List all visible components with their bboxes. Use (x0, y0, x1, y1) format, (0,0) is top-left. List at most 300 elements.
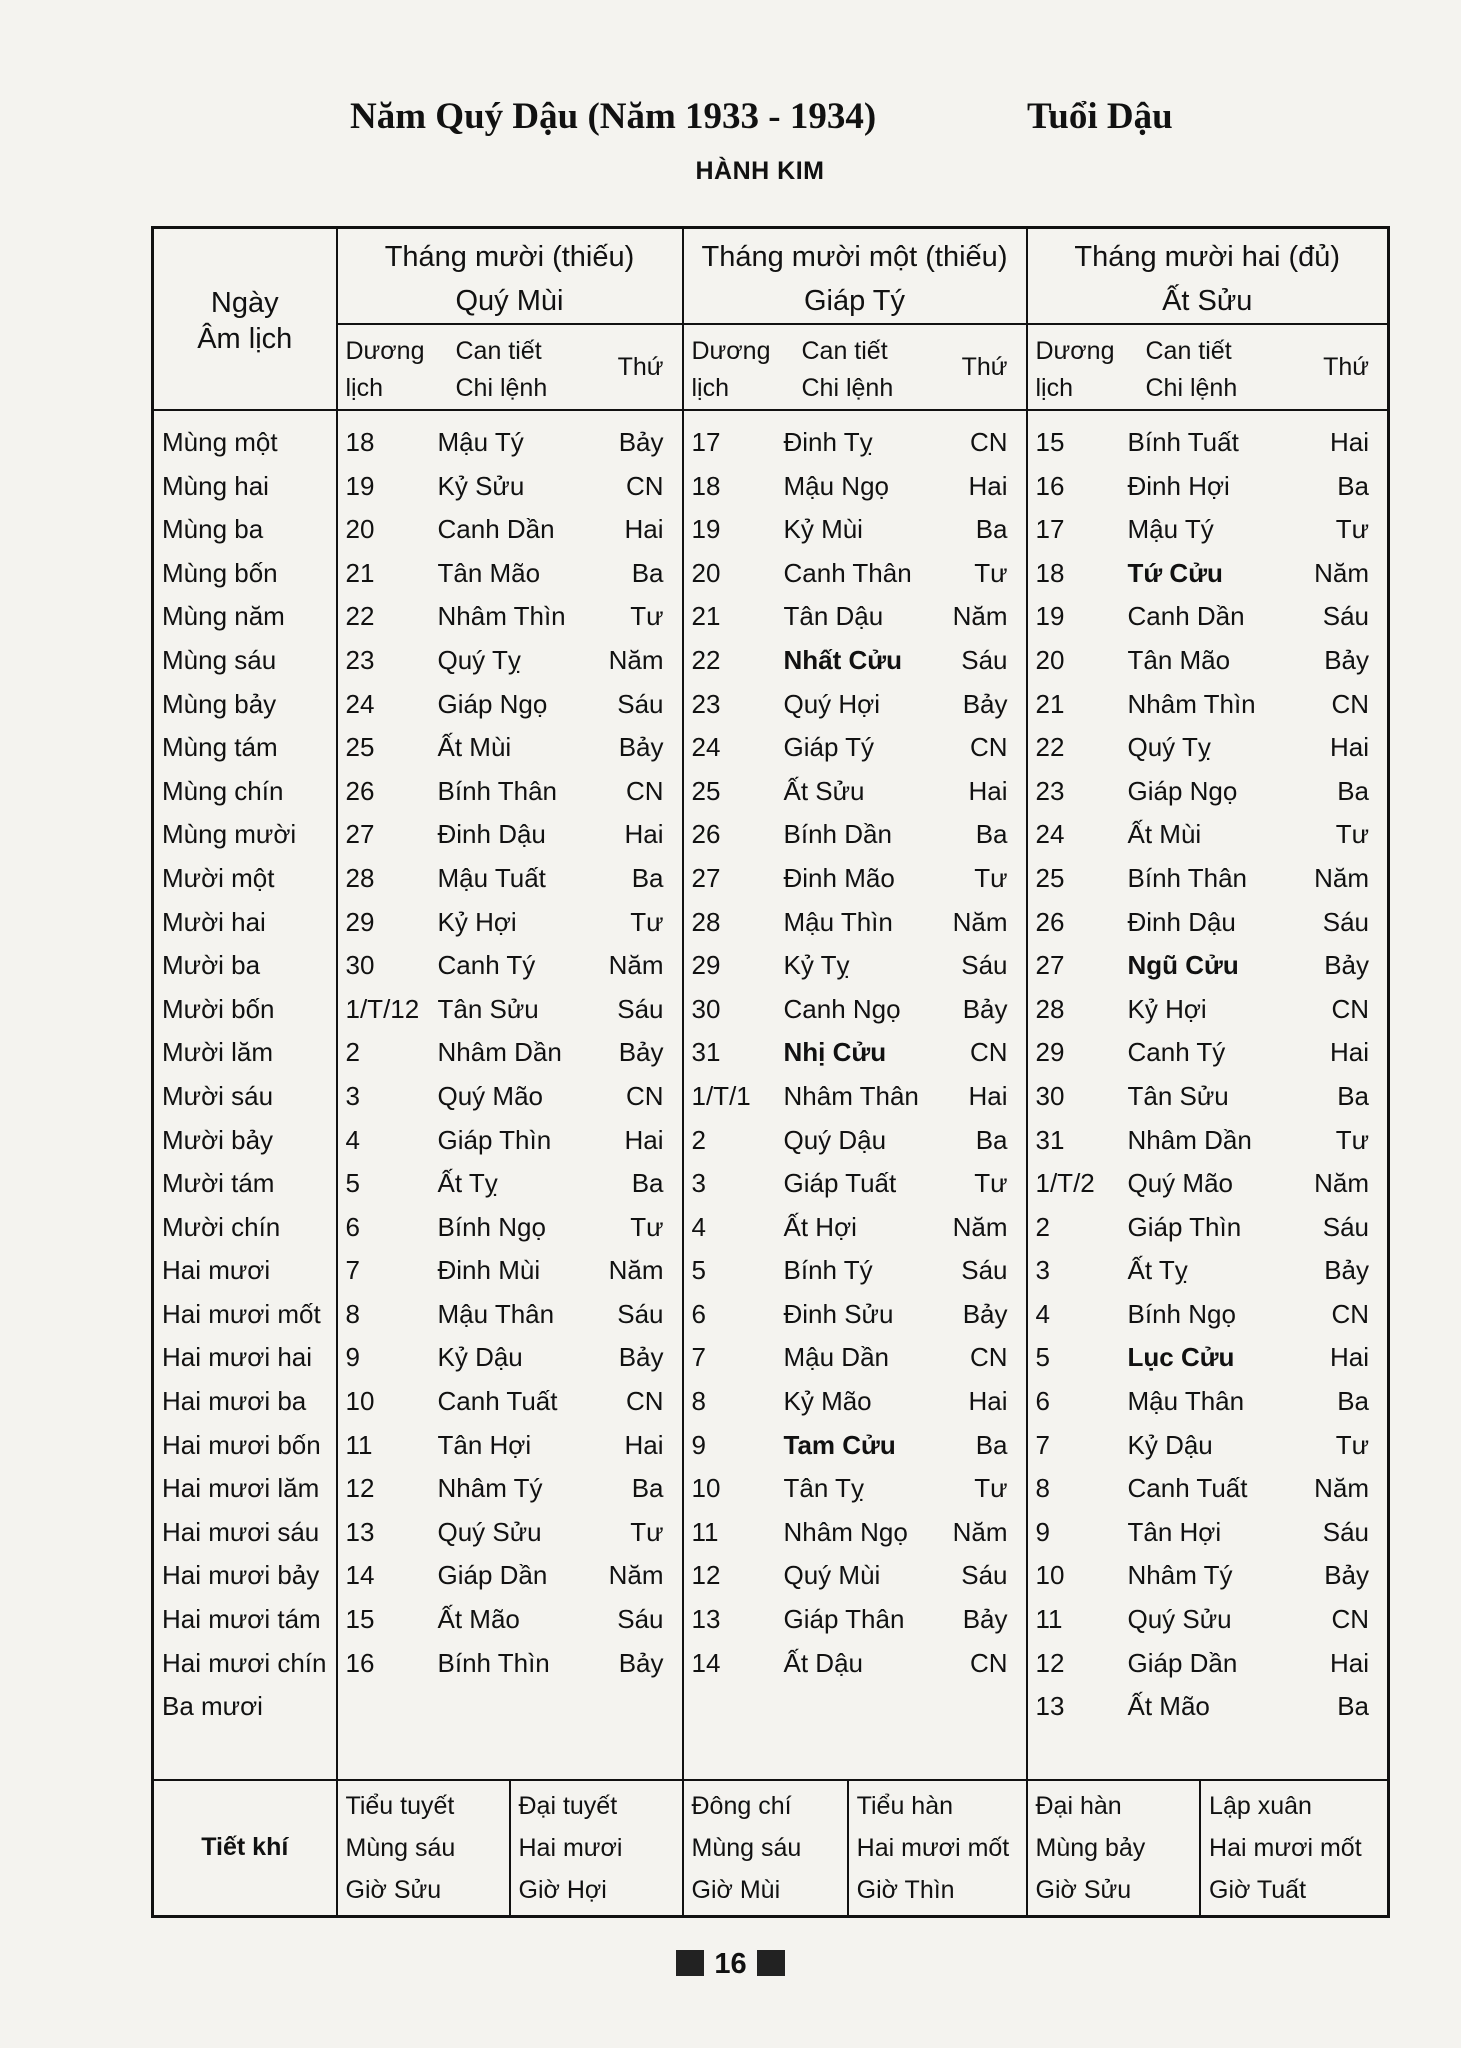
table-row (684, 465, 1026, 509)
solar-date: 28 (345, 862, 375, 893)
weekday: Sáu (617, 1604, 664, 1635)
table-row (338, 1075, 682, 1119)
table-row (338, 770, 682, 814)
weekday: Ba (975, 1429, 1008, 1460)
solar-date: 10 (345, 1386, 375, 1417)
weekday: CN (625, 1386, 664, 1417)
table-row (338, 1380, 682, 1424)
table-row (1028, 508, 1388, 552)
month-name: Tháng mười hai (đủ) (1074, 241, 1341, 273)
canchi-value: Tân Mão (1127, 644, 1231, 675)
canchi-value: Tân Dậu (783, 601, 884, 632)
weekday: Sáu (617, 688, 664, 719)
solar-term-day: Hai mươi mốt (1209, 1833, 1362, 1862)
month-canchi: Giáp Tý (803, 285, 905, 317)
canchi-header-line1: Can tiết (801, 337, 888, 365)
month-column (683, 410, 1027, 1780)
solar-term-group (683, 1780, 1027, 1917)
table-row (338, 1336, 682, 1380)
solar-term-cell (1200, 1781, 1387, 1915)
weekday: Sáu (961, 1255, 1008, 1286)
solar-date-header-line2: lịch (691, 374, 730, 402)
table-row (1028, 595, 1388, 639)
weekday: Năm (1314, 1473, 1369, 1504)
table-row (338, 1511, 682, 1555)
table-row (338, 901, 682, 945)
weekday: Bảy (1324, 950, 1369, 981)
solar-date: 22 (691, 644, 721, 675)
table-row (684, 1031, 1026, 1075)
table-row (684, 1206, 1026, 1250)
solar-date: 9 (691, 1429, 706, 1460)
table-row (1028, 944, 1388, 988)
lunar-day-label: Mười bảy (162, 1124, 274, 1155)
weekday: Sáu (1322, 1516, 1369, 1547)
solar-date: 3 (691, 1168, 706, 1199)
table-row (338, 421, 682, 465)
month-canchi: Ất Sửu (1162, 285, 1253, 317)
table-row (338, 726, 682, 770)
table-row (338, 857, 682, 901)
lunar-day-header-line2: Âm lịch (197, 323, 293, 355)
subheader (683, 324, 1027, 410)
solar-date: 10 (1035, 1560, 1065, 1591)
table-row (338, 1554, 682, 1598)
table-row (684, 683, 1026, 727)
solar-date: 17 (691, 427, 721, 457)
weekday: Hai (1329, 427, 1369, 457)
canchi-value: Tân Hợi (1127, 1516, 1222, 1547)
weekday: Sáu (1322, 906, 1369, 937)
solar-date: 2 (691, 1124, 706, 1155)
solar-date: 1/T/2 (1035, 1168, 1095, 1199)
month-header (337, 228, 683, 325)
canchi-value: Canh Tý (1127, 1037, 1226, 1068)
canchi-header-line2: Chi lệnh (455, 374, 548, 402)
table-row (684, 726, 1026, 770)
weekday: Tư (1335, 1429, 1369, 1460)
canchi-value: Đinh Hợi (1127, 470, 1230, 501)
solar-date: 2 (1035, 1211, 1050, 1242)
solar-date: 24 (1035, 819, 1065, 850)
table-row (684, 857, 1026, 901)
canchi-value: Kỷ Hợi (1127, 993, 1207, 1024)
solar-term-group (337, 1780, 683, 1917)
solar-date: 16 (345, 1647, 375, 1678)
canchi-value: Mậu Ngọ (783, 470, 889, 501)
table-row (684, 421, 1026, 465)
table-row (684, 1075, 1026, 1119)
table-row (684, 901, 1026, 945)
lunar-day-label: Mùng bốn (162, 557, 278, 588)
element-subtitle: HÀNH KIM (695, 157, 825, 185)
table-row (1028, 1249, 1388, 1293)
lunar-day-header (153, 228, 337, 411)
solar-date: 21 (1035, 688, 1065, 719)
solar-term-label: Tiết khí (153, 1780, 337, 1917)
subheader (1027, 324, 1389, 410)
lunar-day-label: Hai mươi mốt (162, 1298, 321, 1329)
canchi-value: Nhâm Thìn (437, 601, 566, 632)
table-row (1028, 1336, 1388, 1380)
page-number-text: 16 (714, 1948, 747, 1980)
canchi-value: Kỷ Mùi (783, 514, 863, 545)
table-row (338, 1424, 682, 1468)
table-row (684, 552, 1026, 596)
lunar-day-label: Mùng mười (162, 819, 297, 850)
canchi-value: Canh Tuất (1127, 1473, 1248, 1504)
lunar-day-label: Mười bốn (162, 993, 275, 1024)
solar-date: 9 (345, 1342, 360, 1373)
canchi-value: Canh Ngọ (783, 993, 901, 1024)
solar-term-day: Mùng bảy (1035, 1833, 1146, 1862)
weekday: Hai (968, 1386, 1008, 1417)
canchi-value: Bính Thân (437, 775, 558, 806)
zodiac-title: Tuổi Dậu (1027, 96, 1173, 137)
solar-date: 11 (345, 1429, 373, 1460)
table-row (1028, 988, 1388, 1032)
subheader (337, 324, 683, 410)
table-row (1028, 1598, 1388, 1642)
weekday: Hai (968, 775, 1008, 806)
lunar-day-label: Mười lăm (162, 1037, 274, 1068)
weekday: Hai (1329, 732, 1369, 763)
solar-date: 27 (1035, 950, 1065, 981)
canchi-value: Canh Dần (1127, 601, 1245, 632)
solar-date: 5 (691, 1255, 706, 1286)
weekday: Năm (952, 906, 1008, 937)
solar-term-hour: Giờ Sửu (345, 1875, 442, 1904)
solar-date: 7 (1035, 1429, 1050, 1460)
table-row (338, 1206, 682, 1250)
lunar-day-label: Hai mươi bốn (162, 1429, 321, 1460)
lunar-day-label: Mười một (162, 862, 275, 893)
solar-date: 20 (345, 514, 375, 545)
weekday: Hai (968, 1080, 1008, 1111)
solar-date: 10 (691, 1473, 721, 1504)
lunar-day-label: Mùng hai (162, 470, 269, 501)
canchi-value: Nhâm Thân (783, 1080, 919, 1111)
lunar-day-label: Hai mươi ba (162, 1386, 307, 1417)
solar-term-day: Hai mươi (518, 1833, 623, 1862)
table-row (1028, 465, 1388, 509)
solar-date: 15 (345, 1604, 375, 1635)
solar-term-cell (1028, 1781, 1201, 1915)
solar-date: 26 (1035, 906, 1065, 937)
table-row (338, 639, 682, 683)
weekday: Ba (631, 1473, 664, 1504)
canchi-value: Quý Mùi (783, 1560, 881, 1591)
canchi-value: Tứ Cửu (1127, 557, 1223, 588)
table-row (1028, 1424, 1388, 1468)
table-row (1028, 1075, 1388, 1119)
canchi-value: Tân Mão (437, 557, 541, 588)
canchi-value: Bính Tý (783, 1255, 873, 1286)
lunar-day-label: Mùng tám (162, 732, 278, 763)
table-row (684, 1293, 1026, 1337)
lunar-day-label: Hai mươi sáu (162, 1516, 320, 1547)
table-row (1028, 1380, 1388, 1424)
weekday: Năm (608, 950, 664, 981)
weekday: Năm (952, 601, 1008, 632)
weekday: CN (969, 732, 1008, 763)
weekday: CN (969, 1037, 1008, 1068)
weekday: Sáu (617, 1298, 664, 1329)
lunar-day-label: Mùng năm (162, 601, 285, 632)
table-row (684, 988, 1026, 1032)
table-row (338, 1031, 682, 1075)
table-row (684, 1554, 1026, 1598)
solar-date: 22 (1035, 732, 1065, 763)
solar-date: 30 (691, 993, 721, 1024)
canchi-value: Nhâm Thìn (1127, 688, 1256, 719)
weekday: Bảy (618, 427, 664, 457)
canchi-value: Quý Dậu (783, 1124, 887, 1155)
table-row (1028, 857, 1388, 901)
solar-date: 8 (1035, 1473, 1050, 1504)
canchi-value: Bính Thân (1127, 862, 1248, 893)
canchi-value: Tân Sửu (1127, 1080, 1229, 1111)
canchi-value: Quý Tỵ (437, 644, 521, 675)
table-row (338, 944, 682, 988)
table-row (338, 1162, 682, 1206)
weekday: Ba (975, 819, 1008, 850)
table-row (1028, 770, 1388, 814)
solar-date: 31 (1035, 1124, 1065, 1155)
canchi-value: Ất Mão (437, 1604, 520, 1635)
table-row (338, 1119, 682, 1163)
table-row (338, 1642, 682, 1686)
weekday: Ba (631, 557, 664, 588)
canchi-value: Nhâm Tý (1127, 1560, 1233, 1591)
page-number (0, 1948, 1461, 1981)
solar-date: 17 (1035, 514, 1065, 545)
solar-date: 13 (691, 1604, 721, 1635)
solar-date: 4 (345, 1124, 360, 1155)
canchi-value: Đinh Dậu (1127, 906, 1236, 937)
canchi-value: Giáp Dần (437, 1560, 548, 1591)
solar-date: 21 (691, 601, 721, 632)
solar-date: 30 (345, 950, 375, 981)
solar-date: 26 (691, 819, 721, 850)
solar-date: 6 (1035, 1386, 1050, 1417)
canchi-value: Mậu Thân (437, 1298, 555, 1329)
canchi-value: Bính Ngọ (437, 1211, 546, 1242)
solar-date: 25 (345, 732, 375, 763)
weekday: Ba (1337, 1691, 1369, 1722)
canchi-value: Nhâm Tý (437, 1473, 543, 1504)
canchi-value: Ất Mùi (437, 732, 512, 763)
weekday: Sáu (1322, 1211, 1369, 1242)
solar-date: 29 (1035, 1037, 1065, 1068)
canchi-value: Canh Tý (437, 950, 536, 981)
solar-date: 6 (691, 1298, 706, 1329)
solar-date: 20 (1035, 644, 1065, 675)
canchi-value: Mậu Thân (1127, 1386, 1245, 1417)
table-row (338, 1467, 682, 1511)
solar-term-cell (338, 1781, 510, 1915)
lunar-day-label: Mùng ba (162, 514, 264, 545)
solar-date: 27 (345, 819, 375, 850)
canchi-value: Kỷ Mão (783, 1386, 872, 1417)
table-row (338, 1249, 682, 1293)
table-row (1028, 726, 1388, 770)
solar-date: 28 (1035, 993, 1065, 1024)
solar-date-header-line2: lịch (345, 374, 384, 402)
weekday: Hai (624, 1429, 664, 1460)
table-row (684, 1642, 1026, 1686)
solar-date: 15 (1035, 427, 1065, 457)
solar-date: 25 (691, 775, 721, 806)
solar-date: 4 (691, 1211, 706, 1242)
solar-date: 16 (1035, 470, 1065, 501)
weekday: Hai (1329, 1342, 1369, 1373)
solar-date: 14 (345, 1560, 375, 1591)
lunar-day-label: Mùng một (162, 427, 278, 457)
solar-date: 19 (345, 470, 375, 501)
solar-term-hour: Giờ Sửu (1035, 1875, 1132, 1904)
solar-term-name: Đông chí (691, 1791, 792, 1820)
weekday: CN (969, 1647, 1008, 1678)
solar-term-cell (684, 1781, 848, 1915)
weekday: Tư (974, 1168, 1008, 1199)
table-row (684, 770, 1026, 814)
canchi-value: Giáp Ngọ (1127, 775, 1238, 806)
table-row (684, 639, 1026, 683)
table-row (338, 1598, 682, 1642)
canchi-value: Mậu Tý (437, 427, 524, 457)
canchi-value: Đinh Dậu (437, 819, 546, 850)
solar-date: 1/T/12 (345, 993, 420, 1024)
month-header (683, 228, 1027, 325)
solar-date: 25 (1035, 862, 1065, 893)
weekday: CN (625, 470, 664, 501)
canchi-value: Giáp Tý (783, 732, 875, 763)
page-header (0, 95, 1461, 145)
table-row (1028, 813, 1388, 857)
table-row (684, 1249, 1026, 1293)
table-row (1028, 1685, 1388, 1729)
solar-date: 24 (691, 732, 721, 763)
solar-date: 30 (1035, 1080, 1065, 1111)
solar-term-name: Đại hàn (1035, 1791, 1122, 1820)
lunar-day-label: Hai mươi bảy (162, 1560, 320, 1591)
table-row (684, 1336, 1026, 1380)
table-row (1028, 421, 1388, 465)
weekday: Tư (1335, 819, 1369, 850)
solar-date: 23 (345, 644, 375, 675)
weekday: Bảy (1324, 644, 1369, 675)
weekday: Năm (608, 644, 664, 675)
month-name: Tháng mười một (thiếu) (701, 241, 1008, 273)
weekday: Ba (1337, 775, 1369, 806)
solar-date-header-line2: lịch (1035, 374, 1074, 402)
weekday: Bảy (618, 1647, 664, 1678)
lunar-day-label: Hai mươi hai (162, 1342, 313, 1373)
canchi-value: Ất Tỵ (1127, 1255, 1188, 1286)
weekday: Ba (975, 1124, 1008, 1155)
canchi-value: Kỷ Sửu (437, 470, 525, 501)
canchi-value: Canh Tuất (437, 1386, 558, 1417)
weekday: Tư (974, 862, 1008, 893)
lunar-day-label: Mười chín (162, 1211, 281, 1242)
solar-date: 12 (1035, 1647, 1065, 1678)
weekday: Sáu (1322, 601, 1369, 632)
weekday: Ba (975, 514, 1008, 545)
canchi-value: Đinh Mão (783, 862, 895, 893)
weekday: CN (1331, 688, 1369, 719)
canchi-value: Giáp Tuất (783, 1168, 897, 1199)
canchi-value: Kỷ Hợi (437, 906, 517, 937)
weekday: CN (625, 1080, 664, 1111)
lunar-day-label: Mười ba (162, 950, 261, 981)
weekday: CN (625, 775, 664, 806)
month-column (337, 410, 683, 1780)
table-row (684, 1685, 1026, 1729)
solar-date: 11 (1035, 1604, 1063, 1635)
table-row (338, 813, 682, 857)
lunar-day-label: Hai mươi lăm (162, 1473, 320, 1504)
weekday: Bảy (618, 1342, 664, 1373)
solar-term-name: Tiểu hàn (856, 1791, 954, 1820)
canchi-value: Tân Sửu (437, 993, 539, 1024)
solar-date: 7 (345, 1255, 360, 1286)
weekday: Tư (974, 557, 1008, 588)
canchi-value: Canh Dần (437, 514, 555, 545)
solar-date: 31 (691, 1037, 721, 1068)
ornament-left-icon (676, 1950, 704, 1976)
solar-term-day: Hai mươi mốt (856, 1833, 1010, 1862)
solar-date: 9 (1035, 1516, 1050, 1547)
solar-date: 5 (1035, 1342, 1050, 1373)
canchi-value: Nhâm Dần (437, 1037, 562, 1068)
solar-date: 21 (345, 557, 375, 588)
table-row (684, 595, 1026, 639)
solar-date: 29 (345, 906, 375, 937)
solar-date: 7 (691, 1342, 706, 1373)
weekday: Sáu (961, 950, 1008, 981)
solar-date: 6 (345, 1211, 360, 1242)
lunar-day-label: Hai mươi tám (162, 1604, 321, 1635)
canchi-value: Đinh Sửu (783, 1298, 894, 1329)
canchi-header-line1: Can tiết (1145, 337, 1232, 365)
solar-term-hour: Giờ Tuất (1209, 1875, 1307, 1904)
canchi-value: Nhâm Ngọ (783, 1516, 908, 1547)
solar-date: 18 (345, 427, 375, 457)
canchi-header-line2: Chi lệnh (1145, 374, 1238, 402)
canchi-value: Quý Hợi (783, 688, 881, 719)
solar-date: 20 (691, 557, 721, 588)
table-row (1028, 901, 1388, 945)
weekday: Tư (1335, 1124, 1369, 1155)
weekday: Ba (631, 1168, 664, 1199)
solar-term-day: Mùng sáu (691, 1833, 802, 1862)
canchi-value: Canh Thân (783, 557, 912, 588)
weekday: Hai (624, 1124, 664, 1155)
table-row (684, 1598, 1026, 1642)
lunar-day-column (153, 410, 337, 1780)
solar-date: 5 (345, 1168, 360, 1199)
table-row (1028, 639, 1388, 683)
lunar-day-label: Mười tám (162, 1168, 275, 1199)
canchi-value: Bính Tuất (1127, 427, 1239, 457)
canchi-value: Ất Dậu (783, 1647, 863, 1678)
canchi-value: Mậu Tý (1127, 514, 1214, 545)
canchi-value: Ất Hợi (783, 1211, 857, 1242)
canchi-value: Đinh Tỵ (783, 427, 873, 457)
solar-date: 8 (345, 1298, 360, 1329)
solar-term-hour: Giờ Thìn (856, 1875, 955, 1904)
